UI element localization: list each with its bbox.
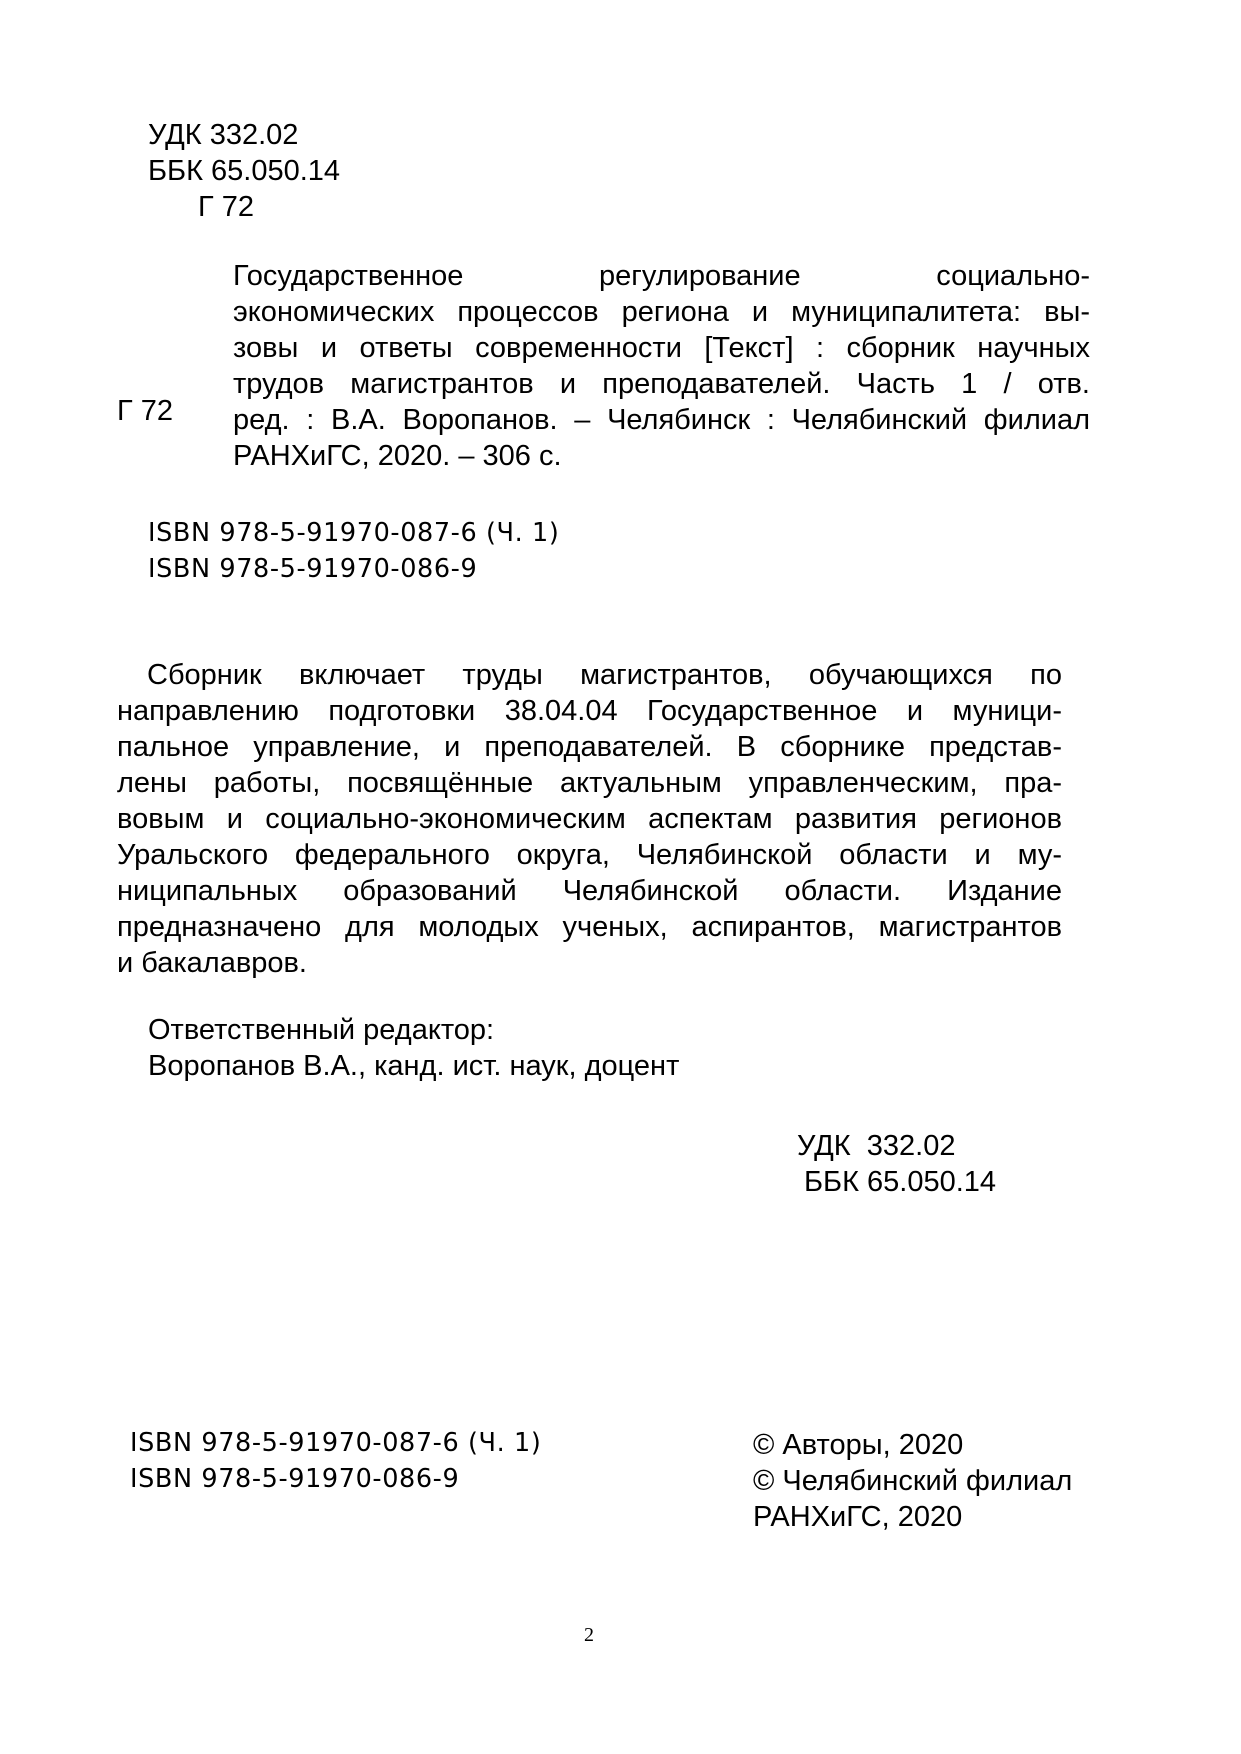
copyright-publisher: © Челябинский филиал [753,1465,1073,1497]
copyright-authors: © Авторы, 2020 [753,1429,964,1461]
bbk-code-right: ББК 65.050.14 [804,1166,997,1198]
page-number: 2 [584,1624,594,1646]
annotation-line: вовым и социально-экономическим аспектам развития регионов [117,803,1062,835]
udk-code-right: УДК 332.02 [797,1130,956,1162]
isbn-bottom-part1: ISBN 978-5-91970-087-6 (Ч. 1) [130,1428,542,1458]
author-mark: Г 72 [198,191,255,223]
bibliographic-line: РАНХиГС, 2020. – 306 с. [233,440,562,472]
annotation [117,657,1062,981]
isbn-top-set: ISBN 978-5-91970-086-9 [148,554,478,584]
bibliographic-line: ред. : В.А. Воропанов. – Челябинск : Челябинский филиал [233,404,1090,436]
annotation-line: Уральского федерального округа, Челябинской области и му- [117,839,1062,871]
annotation-line: Сборник включает труды магистрантов, обучающихся по [147,659,1062,691]
bibliographic-line: экономических процессов региона и муниципалитета: вы- [233,296,1090,328]
bibliographic-line: Государственное регулирование социально- [233,260,1090,292]
bibliographic-side-mark: Г 72 [117,395,174,427]
udk-code: УДК 332.02 [148,119,299,151]
isbn-bottom-set: ISBN 978-5-91970-086-9 [130,1464,460,1494]
annotation-line: и бакалавров. [117,947,307,979]
bibliographic-line: трудов магистрантов и преподавателей. Часть 1 / отв. [233,368,1090,400]
editor-name: Воропанов В.А., канд. ист. наук, доцент [148,1050,680,1082]
bbk-code: ББК 65.050.14 [148,155,341,187]
isbn-top-part1: ISBN 978-5-91970-087-6 (Ч. 1) [148,518,560,548]
bibliographic-description [233,258,1090,474]
annotation-line: пальное управление, и преподавателей. В сборнике представ- [117,731,1062,763]
editor-label: Ответственный редактор: [148,1014,495,1046]
annotation-line: направлению подготовки 38.04.04 Государственное и муници- [117,695,1062,727]
annotation-line: предназначено для молодых ученых, аспирантов, магистрантов [117,911,1062,943]
bibliographic-line: зовы и ответы современности [Текст] : сборник научных [233,332,1090,364]
annotation-line: ниципальных образований Челябинской области. Издание [117,875,1062,907]
annotation-line: лены работы, посвящённые актуальным управленческим, пра- [117,767,1062,799]
copyright-publisher-year: РАНХиГС, 2020 [753,1501,963,1533]
